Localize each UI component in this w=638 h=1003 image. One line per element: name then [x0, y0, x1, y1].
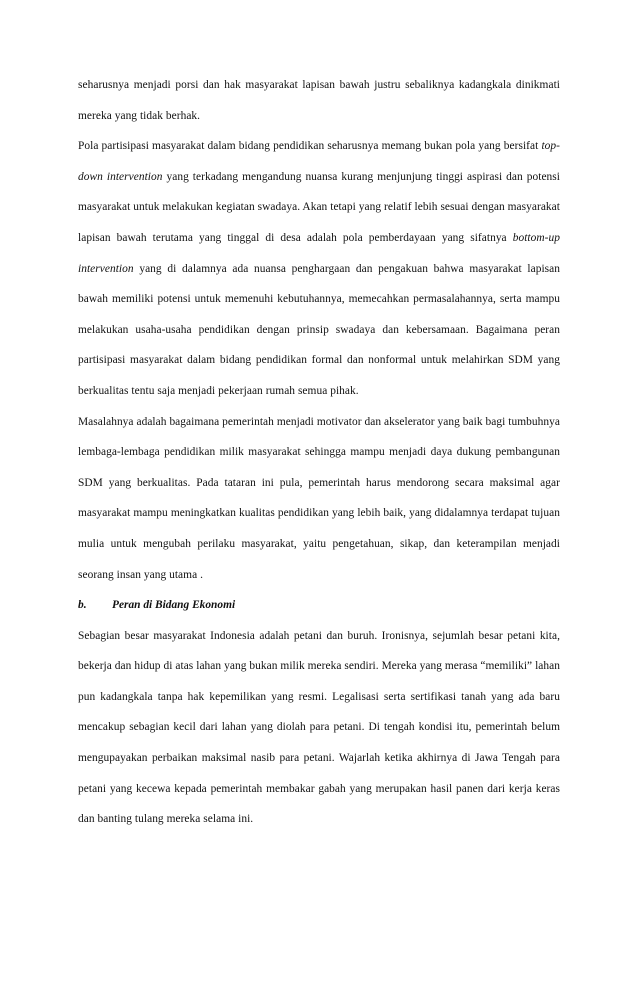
- section-number: b.: [78, 599, 87, 612]
- paragraph-3: Masalahnya adalah bagaimana pemerintah menjadi motivator dan akselerator yang baik bagi tumbuhnya lembaga-lembaga pendidikan milik masyarakat sehingga mampu menjadi daya dukung pembangunan SDM yang berkualitas. Pada tataran ini pula, pemerintah harus mendorong secara maksimal agar masyarakat mampu meningkatkan kualitas pendidikan yang lebih baik, yang didalamnya terdapat tujuan mulia untuk mengubah perilaku masyarakat, yaitu pengetahuan, sikap, dan keterampilan menjadi seorang insan yang utama .: [78, 415, 560, 581]
- paragraph-4: Sebagian besar masyarakat Indonesia adalah petani dan buruh. Ironisnya, sejumlah besar petani kita, bekerja dan hidup di atas lahan yang bukan milik mereka sendiri. Mereka yang merasa “memiliki” lahan pun kadangkala tanpa hak kepemilikan yang resmi. Legalisasi serta sertifikasi tanah yang ada baru mencakup sebagian kecil dari lahan yang diolah para petani. Di tengah kondisi itu, pemerintah belum mengupayakan perbaikan maksimal nasib para petani. Wajarlah ketika akhirnya di Jawa Tengah para petani yang kecewa kepada pemerintah membakar gabah yang merupakan hasil panen dari kerja keras dan banting tulang mereka selama ini.: [78, 629, 560, 826]
- paragraph-2-text-b: yang terkadang mengandung nuansa kurang menjunjung tinggi aspirasi dan potensi masyarakat untuk melakukan kegiatan swadaya. Akan tetapi yang relatif lebih sesuai dengan masyarakat lapisan bawah terutama yang tinggal di desa adalah pola pemberdayaan yang sifatnya: [78, 170, 560, 244]
- section-title: Peran di Bidang Ekonomi: [112, 599, 236, 612]
- paragraph-2-text-c: yang di dalamnya ada nuansa penghargaan dan pengakuan bahwa masyarakat lapisan bawah memiliki potensi untuk memenuhi kebutuhannya, memecahkan permasalahannya, serta mampu melakukan usaha-usaha pendidikan dengan prinsip swadaya dan kebersamaan. Bagaimana peran partisipasi masyarakat dalam bidang pendidikan formal dan nonformal untuk melahirkan SDM yang berkualitas tentu saja menjadi pekerjaan rumah semua pihak.: [78, 262, 560, 397]
- document-page: [78, 70, 560, 835]
- term-top-down: top-down intervention: [78, 140, 560, 183]
- paragraph-1: seharusnya menjadi porsi dan hak masyarakat lapisan bawah justru sebaliknya kadangkala dinikmati mereka yang tidak berhak.: [78, 79, 560, 122]
- section-heading-b: [78, 590, 560, 621]
- paragraph-2: [78, 131, 560, 406]
- term-bottom-up: bottom-up intervention: [78, 231, 560, 275]
- paragraph-2-text-a: Pola partisipasi masyarakat dalam bidang pendidikan seharusnya memang bukan pola yang bersifat: [78, 140, 542, 153]
